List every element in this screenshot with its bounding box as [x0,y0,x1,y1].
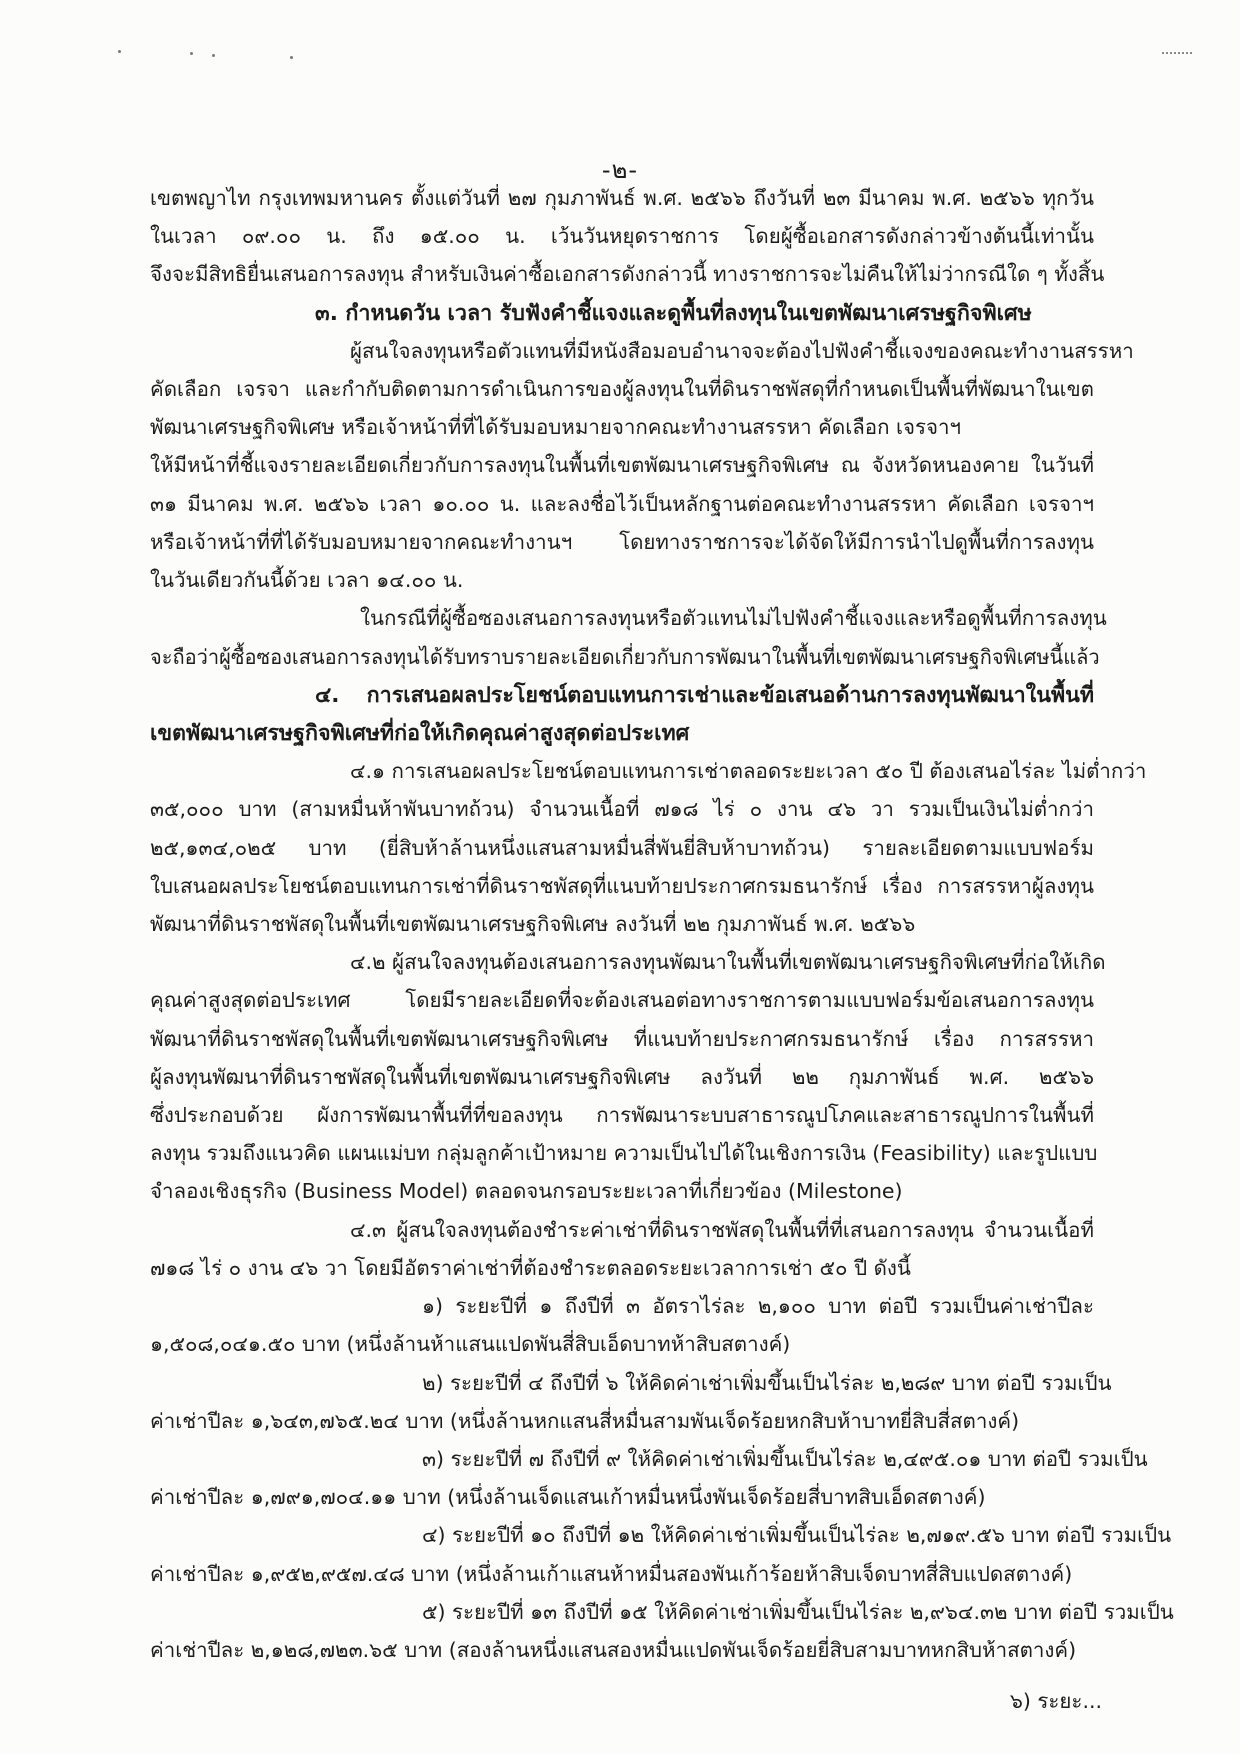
section-heading: ๔. การเสนอผลประโยชน์ตอบแทนการเช่าและข้อเสนอด้านการลงทุนพัฒนาในพื้นที่ [315,682,1094,708]
text-line: ๒) ระยะปีที่ ๔ ถึงปีที่ ๖ ให้คิดค่าเช่าเพิ่มขึ้นเป็นไร่ละ ๒,๒๘๙ บาท ต่อปี รวมเป็น [422,1370,1112,1395]
text-line: พัฒนาที่ดินราชพัสดุในพื้นที่เขตพัฒนาเศรษฐกิจพิเศษ ที่แนบท้ายประกาศกรมธนารักษ์ เรื่อง การสรรหา [150,1026,1094,1051]
text-line: ใบเสนอผลประโยชน์ตอบแทนการเช่าที่ดินราชพัสดุที่แนบท้ายประกาศกรมธนารักษ์ เรื่อง การสรรหาผู้ลงทุน [150,873,1094,898]
text-line: ๔.๑ การเสนอผลประโยชน์ตอบแทนการเช่าตลอดระยะเวลา ๕๐ ปี ต้องเสนอไร่ละ ไม่ต่ำกว่า [350,759,1147,784]
text-line: ๔.๓ ผู้สนใจลงทุนต้องชำระค่าเช่าที่ดินราชพัสดุในพื้นที่ที่เสนอการลงทุน จำนวนเนื้อที่ [350,1217,1094,1242]
text-line: ๓๕,๐๐๐ บาท (สามหมื่นห้าพันบาทถ้วน) จำนวนเนื้อที่ ๗๑๘ ไร่ ๐ งาน ๔๖ วา รวมเป็นเงินไม่ต่ำกว่า [150,797,1094,822]
text-line: ๑,๕๐๘,๐๔๑.๕๐ บาท (หนึ่งล้านห้าแสนแปดพันสี่สิบเอ็ดบาทห้าสิบสตางค์) [150,1332,791,1357]
text-line: ๒๕,๑๓๔,๐๒๕ บาท (ยี่สิบห้าล้านหนึ่งแสนสามหมื่นสี่พันยี่สิบห้าบาทถ้วน) รายละเอียดตามแบบฟอร์ม [150,835,1094,860]
text-line: ในกรณีที่ผู้ซื้อซองเสนอการลงทุนหรือตัวแทนไม่ไปฟังคำชี้แจงและหรือดูพื้นที่การลงทุน [360,606,1107,631]
text-line: ๓๑ มีนาคม พ.ศ. ๒๕๖๖ เวลา ๑๐.๐๐ น. และลงชื่อไว้เป็นหลักฐานต่อคณะทำงานสรรหา คัดเลือก เจรจาฯ [150,491,1094,516]
text-line: ผู้สนใจลงทุนหรือตัวแทนที่มีหนังสือมอบอำนาจจะต้องไปฟังคำชี้แจงของคณะทำงานสรรหา [350,338,1134,363]
scan-speck [290,56,293,59]
text-line: ผู้ลงทุนพัฒนาที่ดินราชพัสดุในพื้นที่เขตพัฒนาเศรษฐกิจพิเศษ ลงวันที่ ๒๒ กุมภาพันธ์ พ.ศ. ๒๕๖๖ [150,1064,1094,1089]
scan-speck [190,52,193,55]
text-line: ค่าเช่าปีละ ๑,๖๔๓,๗๖๕.๒๔ บาท (หนึ่งล้านหกแสนสี่หมื่นสามพันเจ็ดร้อยหกสิบห้าบาทยี่สิบสี่สตางค์) [150,1408,1020,1433]
text-line: ๗๑๘ ไร่ ๐ งาน ๔๖ วา โดยมีอัตราค่าเช่าที่ต้องชำระตลอดระยะเวลาการเช่า ๕๐ ปี ดังนี้ [150,1255,911,1280]
text-line: ลงทุน รวมถึงแนวคิด แผนแม่บท กลุ่มลูกค้าเป้าหมาย ความเป็นไปได้ในเชิงการเงิน (Feasibility) และรูปแบบ [150,1141,1098,1166]
text-line: พัฒนาเศรษฐกิจพิเศษ หรือเจ้าหน้าที่ที่ได้รับมอบหมายจากคณะทำงานสรรหา คัดเลือก เจรจาฯ [150,415,962,440]
scan-speck [212,54,215,57]
text-line: เขตพญาไท กรุงเทพมหานคร ตั้งแต่วันที่ ๒๗ กุมภาพันธ์ พ.ศ. ๒๕๖๖ ถึงวันที่ ๒๓ มีนาคม พ.ศ. ๒๕๖๖ ทุกวัน [150,186,1094,210]
scan-mark [1162,52,1192,58]
section-heading: ๓. กำหนดวัน เวลา รับฟังคำชี้แจงและดูพื้นที่ลงทุนในเขตพัฒนาเศรษฐกิจพิเศษ [315,300,1032,326]
text-line: ค่าเช่าปีละ ๑,๙๕๒,๙๕๗.๔๘ บาท (หนึ่งล้านเก้าแสนห้าหมื่นสองพันเก้าร้อยห้าสิบเจ็ดบาทสี่สิบแปดสตางค์) [150,1561,1073,1586]
text-line: ๔.๒ ผู้สนใจลงทุนต้องเสนอการลงทุนพัฒนาในพื้นที่เขตพัฒนาเศรษฐกิจพิเศษที่ก่อให้เกิด [350,950,1106,975]
section-heading: เขตพัฒนาเศรษฐกิจพิเศษที่ก่อให้เกิดคุณค่าสูงสุดต่อประเทศ [150,720,690,746]
text-line: ๓) ระยะปีที่ ๗ ถึงปีที่ ๙ ให้คิดค่าเช่าเพิ่มขึ้นเป็นไร่ละ ๒,๔๙๕.๐๑ บาท ต่อปี รวมเป็น [422,1446,1148,1471]
text-line: ค่าเช่าปีละ ๑,๗๙๑,๗๐๔.๑๑ บาท (หนึ่งล้านเจ็ดแสนเก้าหมื่นหนึ่งพันเจ็ดร้อยสี่บาทสิบเอ็ดสตางค์) [150,1485,986,1510]
text-line: หรือเจ้าหน้าที่ที่ได้รับมอบหมายจากคณะทำงานฯ โดยทางราชการจะได้จัดให้มีการนำไปดูพื้นที่การลงทุน [150,529,1094,554]
text-line: ๑) ระยะปีที่ ๑ ถึงปีที่ ๓ อัตราไร่ละ ๒,๑๐๐ บาท ต่อปี รวมเป็นค่าเช่าปีละ [422,1294,1094,1319]
text-line: ให้มีหน้าที่ชี้แจงรายละเอียดเกี่ยวกับการลงทุนในพื้นที่เขตพัฒนาเศรษฐกิจพิเศษ ณ จังหวัดหนองคาย ในวันที่ [150,453,1094,478]
text-line: คัดเลือก เจรจา และกำกับติดตามการดำเนินการของผู้ลงทุนในที่ดินราชพัสดุที่กำหนดเป็นพื้นที่พัฒนาในเขต [150,377,1094,402]
text-line: ค่าเช่าปีละ ๒,๑๒๘,๗๒๓.๖๕ บาท (สองล้านหนึ่งแสนสองหมื่นแปดพันเจ็ดร้อยยี่สิบสามบาทหกสิบห้าสตางค์) [150,1638,1077,1662]
text-line: จะถือว่าผู้ซื้อซองเสนอการลงทุนได้รับทราบรายละเอียดเกี่ยวกับการพัฒนาในพื้นที่เขตพัฒนาเศรษฐกิจพิเศษนี้แล้ว [150,644,1100,669]
text-line: ๔) ระยะปีที่ ๑๐ ถึงปีที่ ๑๒ ให้คิดค่าเช่าเพิ่มขึ้นเป็นไร่ละ ๒,๗๑๙.๕๖ บาท ต่อปี รวมเป็น [422,1523,1172,1548]
text-line: พัฒนาที่ดินราชพัสดุในพื้นที่เขตพัฒนาเศรษฐกิจพิเศษ ลงวันที่ ๒๒ กุมภาพันธ์ พ.ศ. ๒๕๖๖ [150,912,916,936]
text-line: จึงจะมีสิทธิยื่นเสนอการลงทุน สำหรับเงินค่าซื้อเอกสารดังกล่าวนี้ ทางราชการจะไม่คืนให้ไม่ว่ากรณีใด ๆ ทั้งสิ้น [150,262,1105,287]
scan-speck [118,50,121,53]
text-line: ๕) ระยะปีที่ ๑๓ ถึงปีที่ ๑๕ ให้คิดค่าเช่าเพิ่มขึ้นเป็นไร่ละ ๒,๙๖๔.๓๒ บาท ต่อปี รวมเป็น [422,1599,1174,1624]
text-line: ในวันเดียวกันนี้ด้วย เวลา ๑๔.๐๐ น. [150,568,464,593]
text-line: ในเวลา ๐๙.๐๐ น. ถึง ๑๕.๐๐ น. เว้นวันหยุดราชการ โดยผู้ซื้อเอกสารดังกล่าวข้างต้นนี้เท่านั้น [150,224,1094,249]
page-number: -๒- [601,156,639,184]
continuation-marker: ๖) ระยะ... [1009,1689,1102,1713]
text-line: จำลองเชิงธุรกิจ (Business Model) ตลอดจนกรอบระยะเวลาที่เกี่ยวข้อง (Milestone) [150,1179,903,1204]
text-line: คุณค่าสูงสุดต่อประเทศ โดยมีรายละเอียดที่จะต้องเสนอต่อทางราชการตามแบบฟอร์มข้อเสนอการลงทุน [150,988,1094,1013]
text-line: ซึ่งประกอบด้วย ผังการพัฒนาพื้นที่ที่ขอลงทุน การพัฒนาระบบสาธารณูปโภคและสาธารณูปการในพื้นที่ [150,1103,1094,1128]
